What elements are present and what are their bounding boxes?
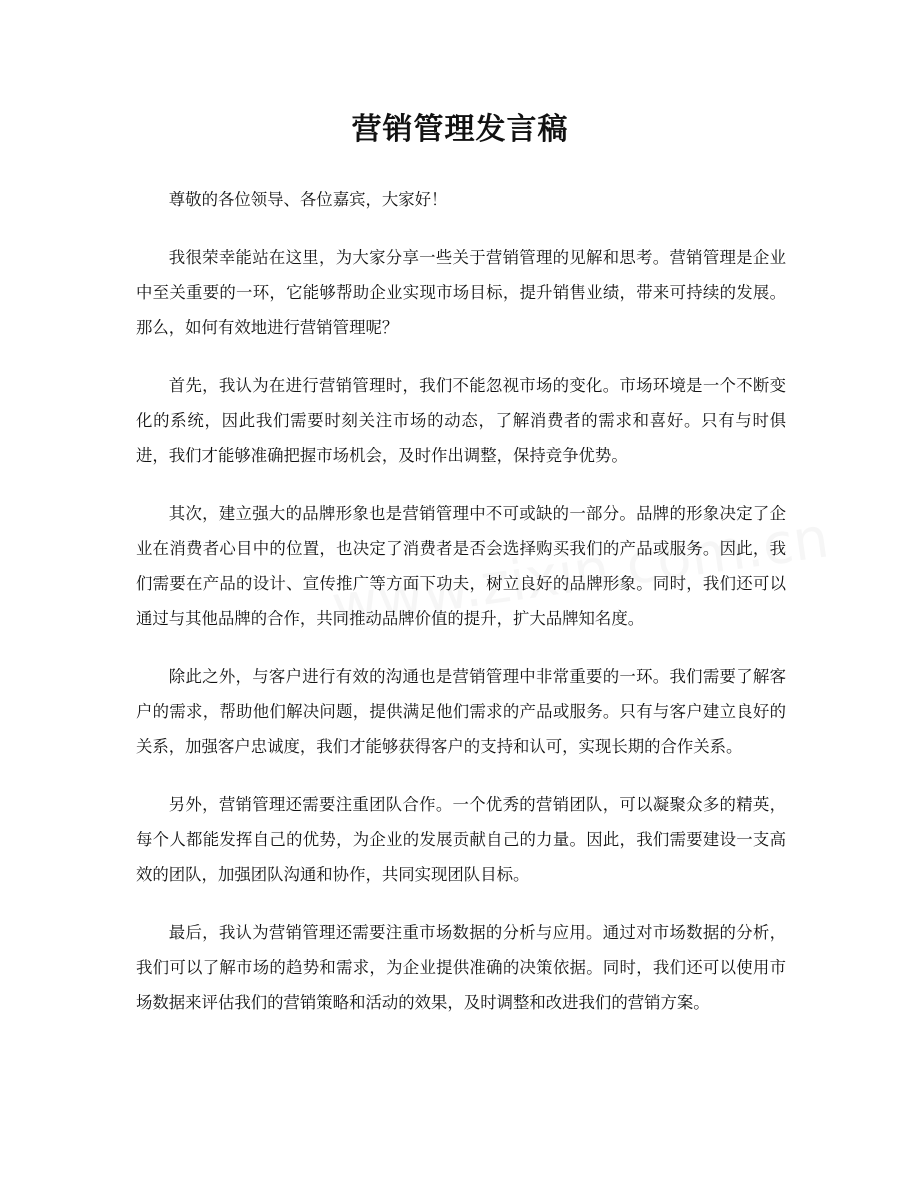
paragraph-brand-image: 其次，建立强大的品牌形象也是营销管理中不可或缺的一部分。品牌的形象决定了企业在消费者心目中的位置，也决定了消费者是否会选择购买我们的产品或服务。因此，我们需要在产品的设计、宣传推广等方面下功夫，树立良好的品牌形象。同时，我们还可以通过与其他品牌的合作，共同推动品牌价值的提升，扩大品牌知名度。 [136, 504, 786, 628]
paragraph-teamwork: 另外，营销管理还需要注重团队合作。一个优秀的营销团队，可以凝聚众多的精英，每个人都能发挥自己的优势，为企业的发展贡献自己的力量。因此，我们需要建设一支高效的团队，加强团队沟通和协作，共同实现团队目标。 [136, 795, 786, 884]
paragraph-market-data: 最后，我认为营销管理还需要注重市场数据的分析与应用。通过对市场数据的分析，我们可以了解市场的趋势和需求，为企业提供准确的决策依据。同时，我们还可以使用市场数据来评估我们的营销策略和活动的效果，及时调整和改进我们的营销方案。 [136, 923, 786, 1012]
document-body [136, 182, 786, 1043]
paragraph-intro: 我很荣幸能站在这里，为大家分享一些关于营销管理的见解和思考。营销管理是企业中至关重要的一环，它能够帮助企业实现市场目标，提升销售业绩，带来可持续的发展。那么，如何有效地进行营销管理呢？ [136, 248, 786, 337]
paragraph-greeting: 尊敬的各位领导、各位嘉宾，大家好！ [168, 190, 448, 209]
paragraph-market-change: 首先，我认为在进行营销管理时，我们不能忽视市场的变化。市场环境是一个不断变化的系统，因此我们需要时刻关注市场的动态，了解消费者的需求和喜好。只有与时俱进，我们才能够准确把握市场机会，及时作出调整，保持竞争优势。 [136, 376, 786, 465]
paragraph-customer-communication: 除此之外，与客户进行有效的沟通也是营销管理中非常重要的一环。我们需要了解客户的需求，帮助他们解决问题，提供满足他们需求的产品或服务。只有与客户建立良好的关系，加强客户忠诚度，我们才能够获得客户的支持和认可，实现长期的合作关系。 [136, 667, 786, 756]
page-title: 营销管理发言稿 [351, 112, 569, 147]
